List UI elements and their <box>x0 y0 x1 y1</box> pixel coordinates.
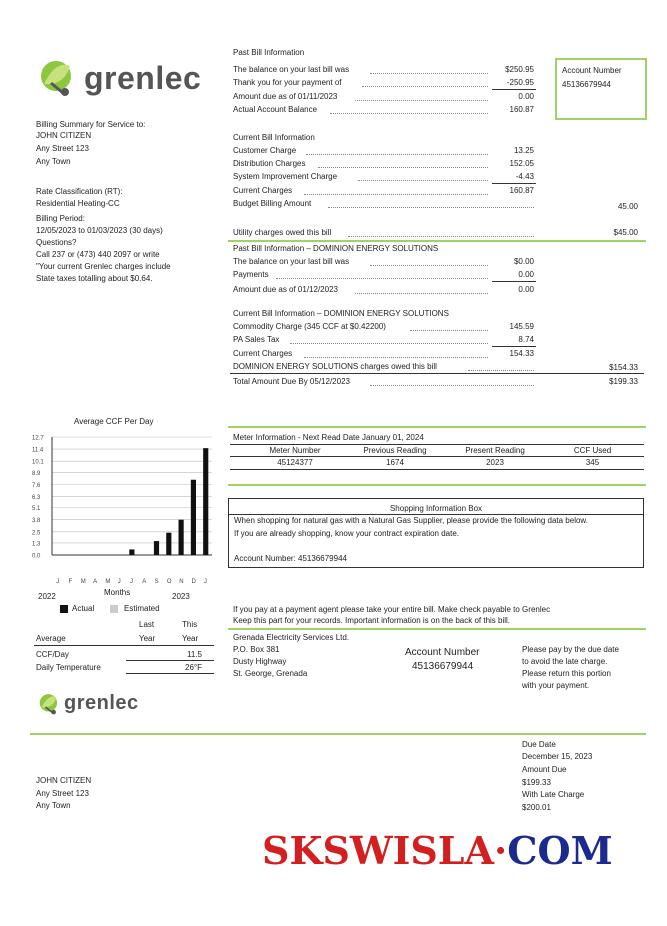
col-year-last: Year <box>139 634 156 643</box>
legend-estimated-swatch <box>110 605 118 613</box>
ccf-day-label: CCF/Day <box>36 650 69 659</box>
x-tick-label: O <box>166 579 172 585</box>
avg-rule <box>126 660 214 661</box>
current-row-value: 160.87 <box>509 186 534 195</box>
past-row-value: $250.95 <box>505 65 534 74</box>
y-tick-label: 7.6 <box>32 482 41 489</box>
leader-dots <box>276 278 488 279</box>
dominion-owed-value: $154.33 <box>609 363 638 372</box>
bar <box>129 549 134 555</box>
dominion-current-heading: Current Bill Information – DOMINION ENERGY SOLUTIONS <box>233 309 449 318</box>
shopping-title: Shopping Information Box <box>389 504 483 513</box>
y-tick-label: 8.9 <box>32 470 41 477</box>
shopping-rule <box>229 514 643 515</box>
chart-title: Average CCF Per Day <box>74 417 154 426</box>
dominion-current-value: 154.33 <box>509 349 534 358</box>
budget-value: 45.00 <box>617 202 638 211</box>
late-charge-value: $200.01 <box>522 803 551 812</box>
past-row-value: 0.00 <box>518 92 534 101</box>
meter-value: 345 <box>585 458 600 467</box>
leader-dots <box>370 265 488 266</box>
x-tick-label: J <box>56 579 60 585</box>
tax-note-2: State taxes totalling about $0.64. <box>36 274 153 283</box>
leader-dots <box>318 167 488 168</box>
stub-town: Any Town <box>36 801 71 810</box>
account-number-label: Account Number <box>562 66 622 75</box>
meter-header: Previous Reading <box>363 446 427 455</box>
leader-dots <box>348 236 534 237</box>
y-tick-label: 1.3 <box>32 541 41 548</box>
dominion-owed-label: DOMINION ENERGY SOLUTIONS charges owed this bill <box>233 362 437 371</box>
questions-label: Questions? <box>36 238 77 247</box>
brand-logo-small <box>38 692 148 720</box>
dominion-current-value: 8.74 <box>518 335 534 344</box>
leader-dots <box>370 385 534 386</box>
utility-owed-value: $45.00 <box>613 228 638 237</box>
avg-rule <box>126 673 214 674</box>
sum-rule <box>492 183 536 184</box>
rate-value: Residential Heating-CC <box>36 199 120 208</box>
y-tick-label: 5.1 <box>32 506 41 513</box>
rate-label: Rate Classification (RT): <box>36 187 123 196</box>
year-end: 2023 <box>172 592 190 601</box>
stub-divider <box>30 733 646 735</box>
dominion-current-label: Current Charges <box>233 349 293 358</box>
current-row-value: 152.05 <box>509 159 534 168</box>
x-tick-label: J <box>130 579 133 585</box>
questions-value: Call 237 or (473) 440 2097 or write <box>36 250 160 259</box>
bar <box>191 480 196 555</box>
leader-dots <box>355 100 488 101</box>
leader-dots <box>330 113 488 114</box>
customer-street: Any Street 123 <box>36 144 89 153</box>
y-tick-label: 10.1 <box>32 459 44 466</box>
months-label: Months <box>104 588 131 597</box>
shopping-line-2: If you are already shopping, know your contract expiration date. <box>234 529 460 538</box>
x-tick-label: J <box>117 579 121 585</box>
watermark-part2: COM <box>507 828 613 873</box>
legend-actual-label: Actual <box>72 604 95 613</box>
x-tick-label: A <box>142 579 147 585</box>
leader-dots <box>290 343 488 344</box>
due-date-value: December 15, 2023 <box>522 752 593 761</box>
dominion-current-label: Commodity Charge (345 CCF at $0.42200) <box>233 322 386 331</box>
past-row-value: -250.95 <box>506 78 534 87</box>
dominion-past-heading: Past Bill Information – DOMINION ENERGY SOLUTIONS <box>233 244 439 253</box>
bar <box>166 533 171 555</box>
due-date-label: Due Date <box>522 740 556 749</box>
daily-temp-label: Daily Temperature <box>36 663 101 672</box>
current-row-label: Current Charges <box>233 186 293 195</box>
y-tick-label: 2.5 <box>32 530 41 537</box>
col-last: Last <box>139 620 155 629</box>
leader-dots <box>358 180 488 181</box>
leader-dots <box>304 194 488 195</box>
shopping-account: Account Number: 45136679944 <box>234 554 347 563</box>
payment-note-1: If you pay at a payment agent please take your entire bill. Make check payable to Grenlec <box>233 605 551 614</box>
x-tick-label: M <box>105 579 111 585</box>
watermark <box>262 828 613 874</box>
account-number-value: 45136679944 <box>562 80 611 89</box>
meter-rule <box>230 469 644 470</box>
meter-value: 2023 <box>486 458 504 467</box>
ccf-day-this: 11.5 <box>187 650 202 659</box>
account-number-box <box>555 58 647 120</box>
col-this: This <box>182 620 198 629</box>
utility-owed-label: Utility charges owed this bill <box>233 228 332 237</box>
budget-label: Budget Billing Amount <box>233 199 312 208</box>
pay-note-line: to avoid the late charge. <box>522 657 608 666</box>
leader-dots <box>468 370 534 371</box>
remit-street: Dusty Highway <box>233 657 287 666</box>
meter-header: Meter Number <box>269 446 321 455</box>
customer-name: JOHN CITIZEN <box>36 131 92 140</box>
section-divider <box>228 240 646 242</box>
x-tick-label: A <box>93 579 98 585</box>
x-tick-label: D <box>191 579 196 585</box>
y-tick-label: 11.4 <box>32 447 44 454</box>
x-tick-label: F <box>68 579 73 585</box>
leader-dots <box>410 330 488 331</box>
stub-name: JOHN CITIZEN <box>36 776 92 785</box>
period-value: 12/05/2023 to 01/03/2023 (30 days) <box>36 226 163 235</box>
current-row-value: 13.25 <box>513 146 534 155</box>
pay-note-line: Please return this portion <box>522 669 611 678</box>
dominion-past-label: The balance on your last bill was <box>233 257 350 266</box>
brand-name-small: grenlec <box>64 692 139 714</box>
leader-dots <box>362 86 488 87</box>
current-row-label: Customer Charge <box>233 146 297 155</box>
leader-dots <box>304 357 488 358</box>
current-bill-heading: Current Bill Information <box>233 133 315 142</box>
remit-account-number: 45136679944 <box>412 661 474 672</box>
total-rule <box>230 373 644 374</box>
remit-account-label: Account Number <box>405 647 480 658</box>
dominion-past-label: Payments <box>233 270 269 279</box>
period-label: Billing Period: <box>36 214 85 223</box>
dominion-past-label: Amount due as of 01/12/2023 <box>233 285 338 294</box>
stub-street: Any Street 123 <box>36 789 89 798</box>
past-row-label: Thank you for your payment of <box>233 78 342 87</box>
legend-actual-swatch <box>60 605 68 613</box>
sum-rule <box>492 346 536 347</box>
x-tick-label: S <box>154 579 159 585</box>
y-tick-label: 3.8 <box>32 518 41 525</box>
remit-city: St. George, Grenada <box>233 669 308 678</box>
past-bill-heading: Past Bill Information <box>233 48 305 57</box>
customer-town: Any Town <box>36 157 71 166</box>
section-divider <box>228 484 646 486</box>
meter-rule <box>230 456 644 457</box>
past-row-value: 160.87 <box>509 105 534 114</box>
total-due-label: Total Amount Due By 05/12/2023 <box>233 377 350 386</box>
leaf-plug-icon <box>38 692 60 716</box>
dominion-past-value: $0.00 <box>513 257 534 266</box>
meter-value: 1674 <box>386 458 404 467</box>
section-divider <box>228 426 646 428</box>
past-row-label: Actual Account Balance <box>233 105 318 114</box>
leader-dots <box>328 207 534 208</box>
pay-note-line: Please pay by the due date <box>522 645 619 654</box>
payment-note-2: Keep this part for your records. Important information is on the back of this bill. <box>233 616 511 625</box>
watermark-dot: · <box>494 828 508 873</box>
remit-company: Grenada Electricity Services Ltd. <box>233 633 350 642</box>
dominion-past-value: 0.00 <box>518 270 534 279</box>
leader-dots <box>355 293 488 294</box>
sum-rule <box>492 281 536 282</box>
bar <box>203 448 208 555</box>
meter-value: 45124377 <box>277 458 313 467</box>
avg-rule <box>34 645 214 646</box>
col-year-this: Year <box>182 634 199 643</box>
leader-dots <box>306 154 488 155</box>
brand-name: grenlec <box>84 60 202 96</box>
past-row-label: Amount due as of 01/11/2023 <box>233 92 338 101</box>
watermark-part1: SKSWISLA <box>262 828 495 873</box>
shopping-info-box <box>228 498 644 568</box>
dominion-current-label: PA Sales Tax <box>233 335 280 344</box>
legend-estimated-label: Estimated <box>124 604 160 613</box>
tax-note-1: "Your current Grenlec charges include <box>36 262 171 271</box>
meter-heading: Meter Information - Next Read Date January 01, 2024 <box>233 433 424 442</box>
remit-po: P.O. Box 381 <box>233 645 280 654</box>
x-tick-label: J <box>203 579 207 585</box>
sum-rule <box>492 89 536 90</box>
bar <box>179 520 184 555</box>
daily-temp-this: 26°F <box>185 663 202 672</box>
current-row-label: Distribution Charges <box>233 159 306 168</box>
shopping-line-1: When shopping for natural gas with a Natural Gas Supplier, please provide the following data below. <box>234 516 588 525</box>
amount-due-value: $199.33 <box>522 778 551 787</box>
meter-header: Present Reading <box>465 446 525 455</box>
past-row-label: The balance on your last bill was <box>233 65 350 74</box>
ccf-chart <box>30 425 220 585</box>
bar <box>154 541 159 555</box>
leader-dots <box>370 73 488 74</box>
section-divider <box>228 628 646 630</box>
y-tick-label: 6.3 <box>32 494 41 501</box>
average-label: Average <box>36 634 66 643</box>
brand-logo <box>38 58 208 98</box>
y-tick-label: 12.7 <box>32 435 44 442</box>
year-start: 2022 <box>38 592 56 601</box>
pay-note-line: with your payment. <box>522 681 590 690</box>
leaf-plug-icon <box>38 58 76 98</box>
meter-rule <box>230 444 644 445</box>
total-due-value: $199.33 <box>609 377 638 386</box>
amount-due-label: Amount Due <box>522 765 567 774</box>
dominion-current-value: 145.59 <box>509 322 534 331</box>
meter-header: CCF Used <box>573 446 612 455</box>
y-tick-label: 0.0 <box>32 553 41 560</box>
dominion-past-value: 0.00 <box>518 285 534 294</box>
current-row-label: System Improvement Charge <box>233 172 338 181</box>
x-tick-label: M <box>80 579 86 585</box>
current-row-value: -4.43 <box>515 172 534 181</box>
x-tick-label: N <box>179 579 184 585</box>
billing-summary-label: Billing Summary for Service to: <box>36 120 146 129</box>
late-charge-label: With Late Charge <box>522 790 585 799</box>
